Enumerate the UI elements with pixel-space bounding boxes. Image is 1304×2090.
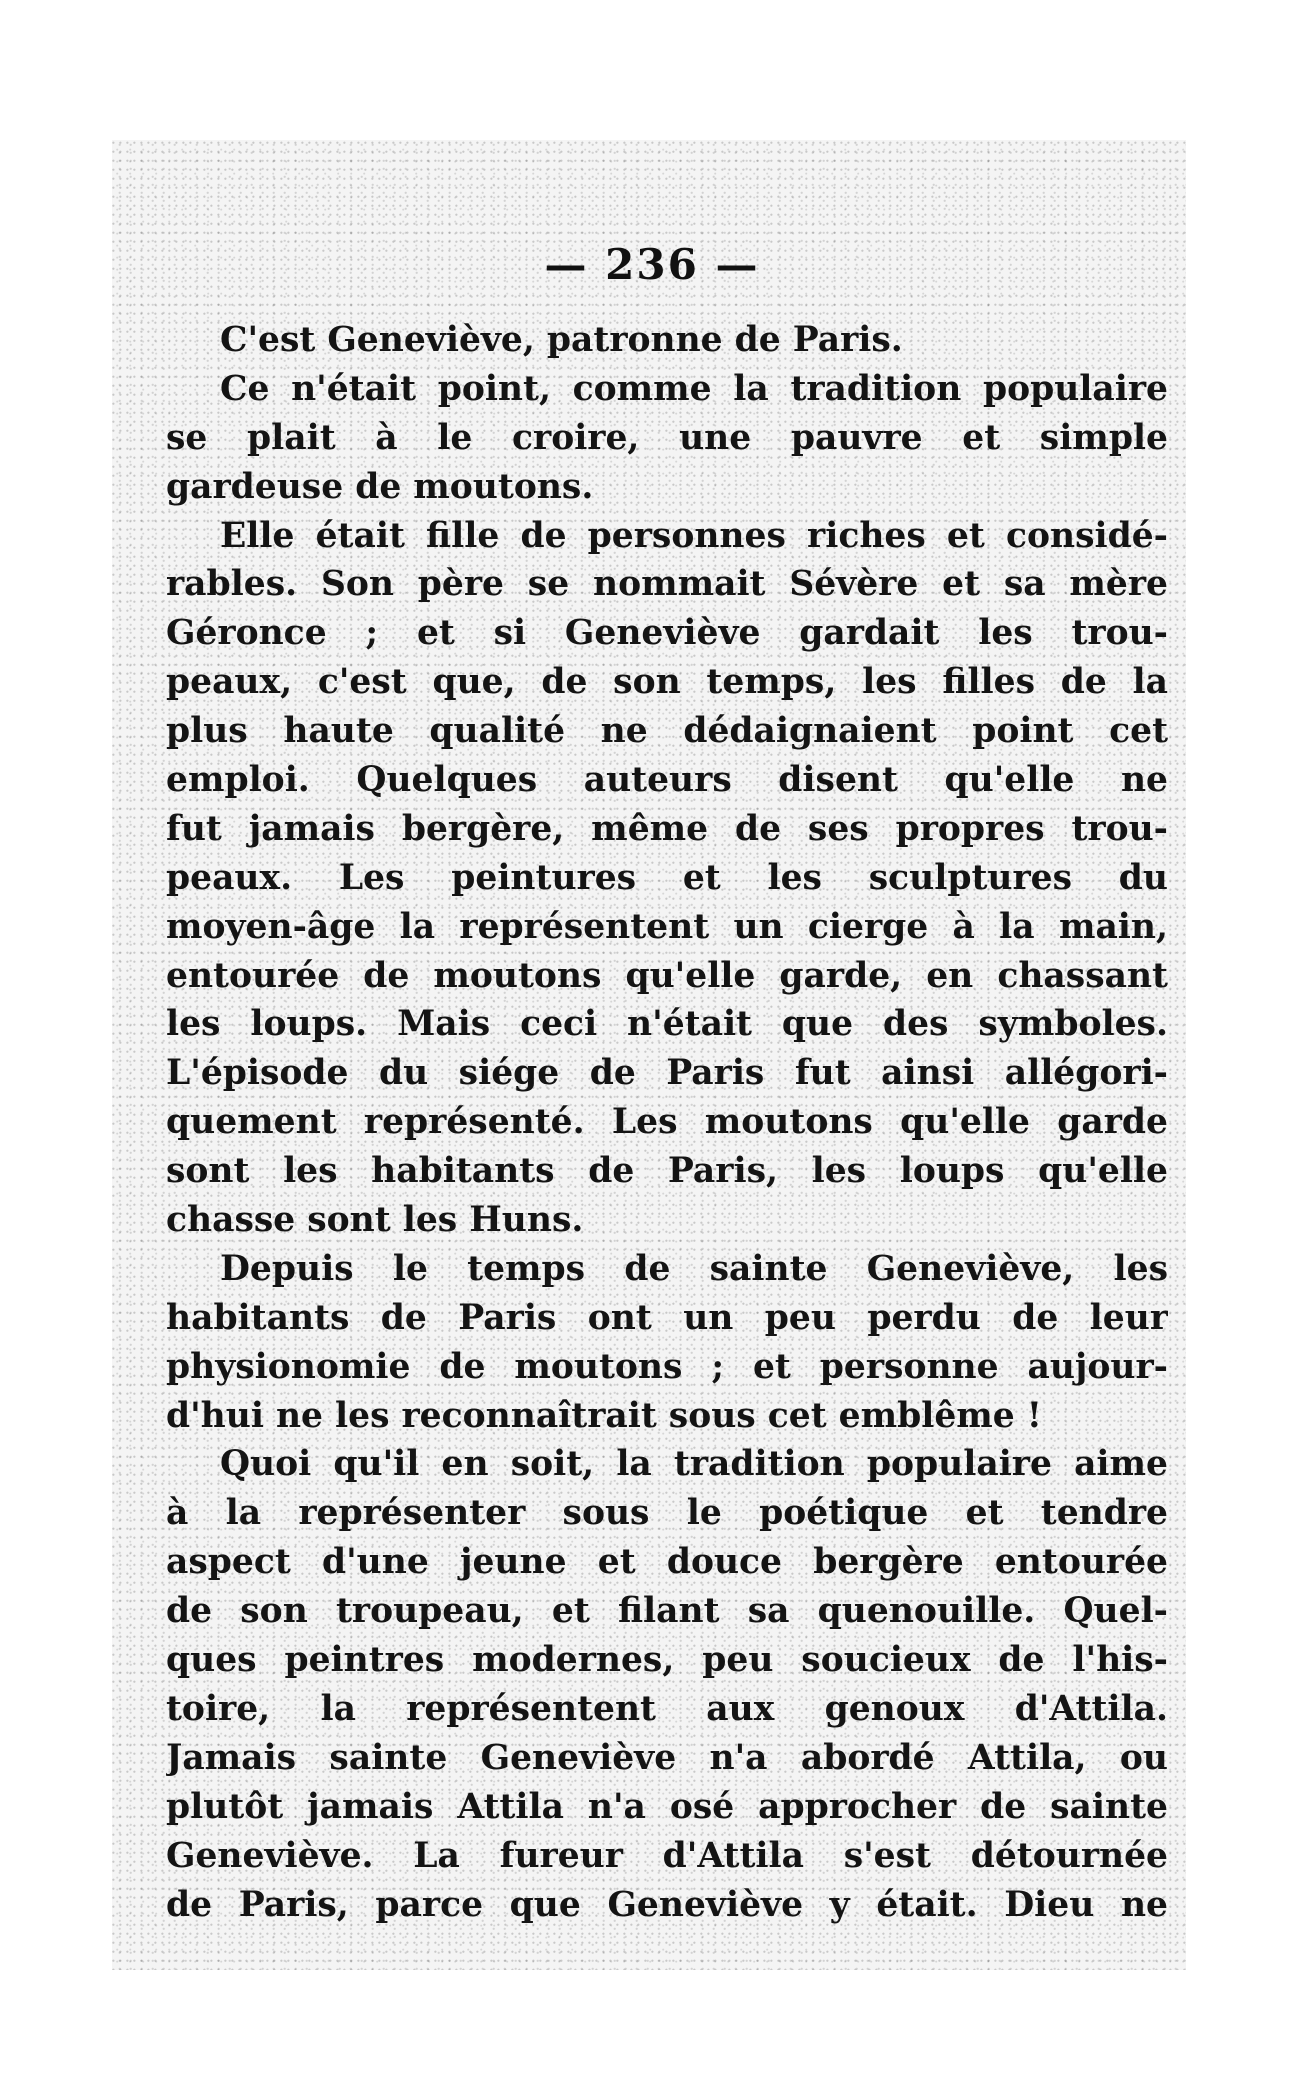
text-line: C'est Geneviève, patronne de Paris. [220,320,903,360]
text-line: de son troupeau, et filant sa quenouille. Quel- [166,1591,1168,1632]
text-line: Ce n'était point, comme la tradition populaire [220,368,1168,409]
text-line: Quoi qu'il en soit, la tradition populaire aime [220,1444,1168,1485]
text-line: fut jamais bergère, même de ses propres trou- [166,808,1168,849]
text-line: Jamais sainte Geneviève n'a abordé Attila, ou [166,1737,1168,1778]
text-line: Géronce ; et si Geneviève gardait les trou- [166,613,1168,654]
text-line: ques peintres modernes, peu soucieux de l'his- [166,1640,1168,1681]
text-line: habitants de Paris ont un peu perdu de leur [166,1297,1168,1338]
text-line: entourée de moutons qu'elle garde, en chassant [166,955,1168,996]
text-line: de Paris, parce que Geneviève y était. Dieu ne [166,1884,1168,1925]
body-text [166,316,1168,1929]
text-line: Geneviève. La fureur d'Attila s'est détournée [166,1835,1168,1876]
text-line: gardeuse de moutons. [166,466,594,507]
text-line: Depuis le temps de sainte Geneviève, les [220,1248,1168,1289]
page-number: — 236 — [544,240,760,289]
text-line: à la représenter sous le poétique et tendre [166,1493,1168,1534]
text-line: toire, la représentent aux genoux d'Attila. [166,1688,1168,1729]
text-line: peaux, c'est que, de son temps, les filles de la [166,662,1168,703]
text-line: chasse sont les Huns. [166,1200,584,1241]
text-line: se plait à le croire, une pauvre et simple [166,417,1168,458]
text-line: d'hui ne les reconnaîtrait sous cet emblême ! [166,1395,1042,1436]
text-line: emploi. Quelques auteurs disent qu'elle ne [166,760,1168,801]
text-line: Elle était fille de personnes riches et considé- [220,515,1168,556]
text-line: sont les habitants de Paris, les loups qu'elle [166,1151,1168,1192]
text-line: aspect d'une jeune et douce bergère entourée [166,1542,1168,1583]
text-line: quement représenté. Les moutons qu'elle garde [166,1102,1168,1143]
text-line: rables. Son père se nommait Sévère et sa mère [166,564,1168,605]
text-line: physionomie de moutons ; et personne aujour- [166,1346,1168,1387]
text-line: plus haute qualité ne dédaignaient point cet [166,711,1168,752]
text-line: L'épisode du siége de Paris fut ainsi allégori- [166,1053,1168,1094]
text-line: plutôt jamais Attila n'a osé approcher de sainte [166,1786,1168,1827]
text-line: moyen-âge la représentent un cierge à la main, [166,906,1168,947]
text-line: peaux. Les peintures et les sculptures du [166,857,1168,898]
text-line: les loups. Mais ceci n'était que des symboles. [166,1004,1168,1045]
